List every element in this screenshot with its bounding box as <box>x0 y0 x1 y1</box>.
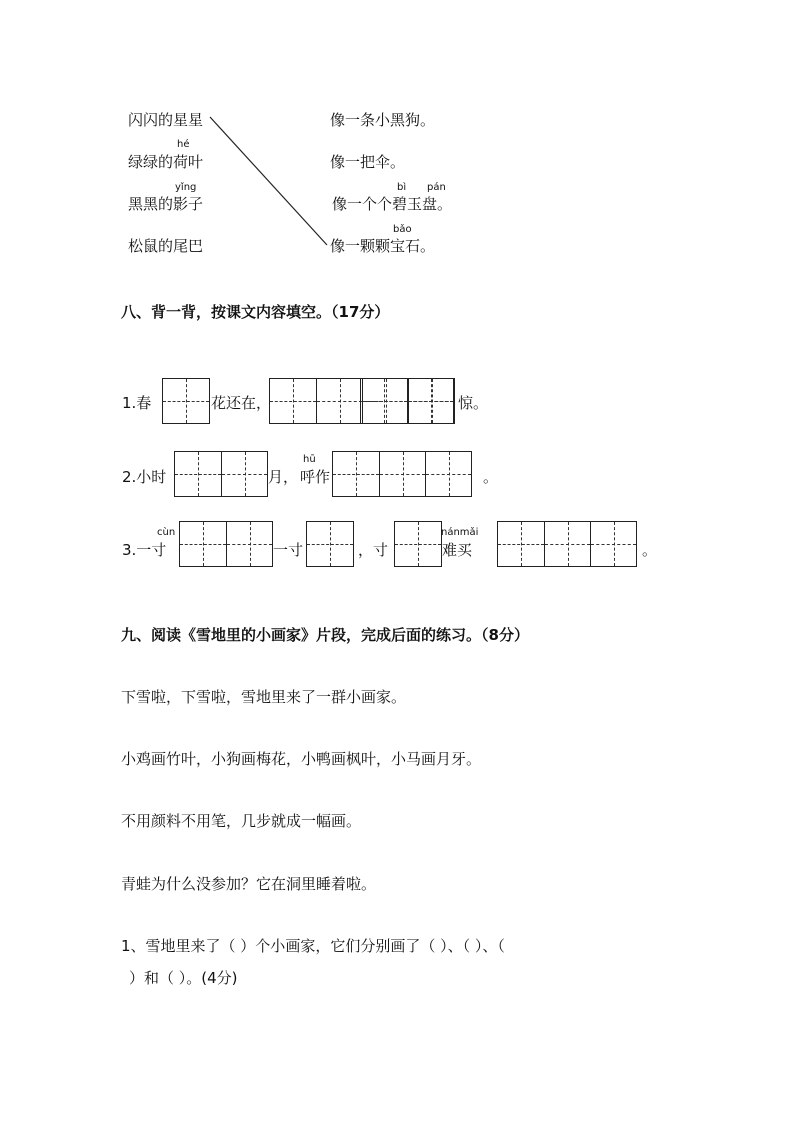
match-right-3: 像一个个碧玉盘。 <box>332 195 453 213</box>
q3-text-d: 难买 <box>442 541 473 559</box>
q2-text-d: 。 <box>483 468 499 486</box>
reading-paragraph-2: 小鸡画竹叶，小狗画梅花，小鸭画枫叶，小马画月牙。 <box>121 750 482 768</box>
q2-writing-boxes-1[interactable] <box>174 451 268 497</box>
reading-paragraph-1: 下雪啦，下雪啦，雪地里来了一群小画家。 <box>121 688 407 706</box>
q3-writing-boxes-1[interactable] <box>179 521 273 567</box>
pinyin-nanmai: nánmǎi <box>441 527 479 538</box>
pinyin-pan: pán <box>427 182 446 193</box>
pinyin-bao: bǎo <box>393 224 412 235</box>
q3-writing-boxes-2[interactable] <box>306 521 354 567</box>
question-1-line-1: 1、雪地里来了（ ）个小画家，它们分别画了（ ）、（ ）、（ <box>121 937 505 955</box>
q3-text-c: ，寸 <box>358 541 389 559</box>
pinyin-bi: bì <box>397 182 407 193</box>
match-left-2: 绿绿的荷叶 <box>128 153 204 171</box>
match-left-1: 闪闪的星星 <box>128 111 204 129</box>
question-1-line-2: ）和（ ）。(4分) <box>129 969 238 987</box>
pinyin-hu: hū <box>303 454 316 465</box>
match-left-4: 松鼠的尾巴 <box>128 237 204 255</box>
match-right-2: 像一把伞。 <box>330 153 406 171</box>
q3-text-a: 3.一寸 <box>122 541 167 559</box>
q2-text-b: 月， <box>268 468 299 486</box>
q2-text-a: 2.小时 <box>122 468 167 486</box>
q1-text-c: 惊。 <box>458 394 489 412</box>
q3-text-e: 。 <box>642 541 658 559</box>
q3-text-b: 一寸 <box>273 541 304 559</box>
reading-paragraph-3: 不用颜料不用笔，几步就成一幅画。 <box>121 812 362 830</box>
pinyin-ying: yǐng <box>175 182 197 193</box>
pinyin-cun: cùn <box>157 527 176 538</box>
q2-writing-boxes-2[interactable] <box>332 451 472 497</box>
q2-text-c: 呼作 <box>300 468 331 486</box>
reading-paragraph-4: 青蛙为什么没参加？它在洞里睡着啦。 <box>121 875 377 893</box>
q1-writing-boxes-1[interactable] <box>162 378 210 424</box>
q1-text-a: 1.春 <box>122 394 152 412</box>
section8-heading: 八、背一背，按课文内容填空。（17分） <box>121 303 390 321</box>
q1-writing-boxes-3[interactable] <box>360 378 454 424</box>
pinyin-he: hé <box>177 139 190 150</box>
match-right-1: 像一条小黑狗。 <box>330 111 436 129</box>
q3-writing-boxes-3[interactable] <box>394 521 442 567</box>
match-right-4: 像一颗颗宝石。 <box>330 237 436 255</box>
section9-heading: 九、阅读《雪地里的小画家》片段，完成后面的练习。（8分） <box>121 626 529 644</box>
match-left-3: 黑黑的影子 <box>128 195 204 213</box>
q3-writing-boxes-4[interactable] <box>497 521 637 567</box>
q1-text-b: 花还在， <box>211 394 272 412</box>
